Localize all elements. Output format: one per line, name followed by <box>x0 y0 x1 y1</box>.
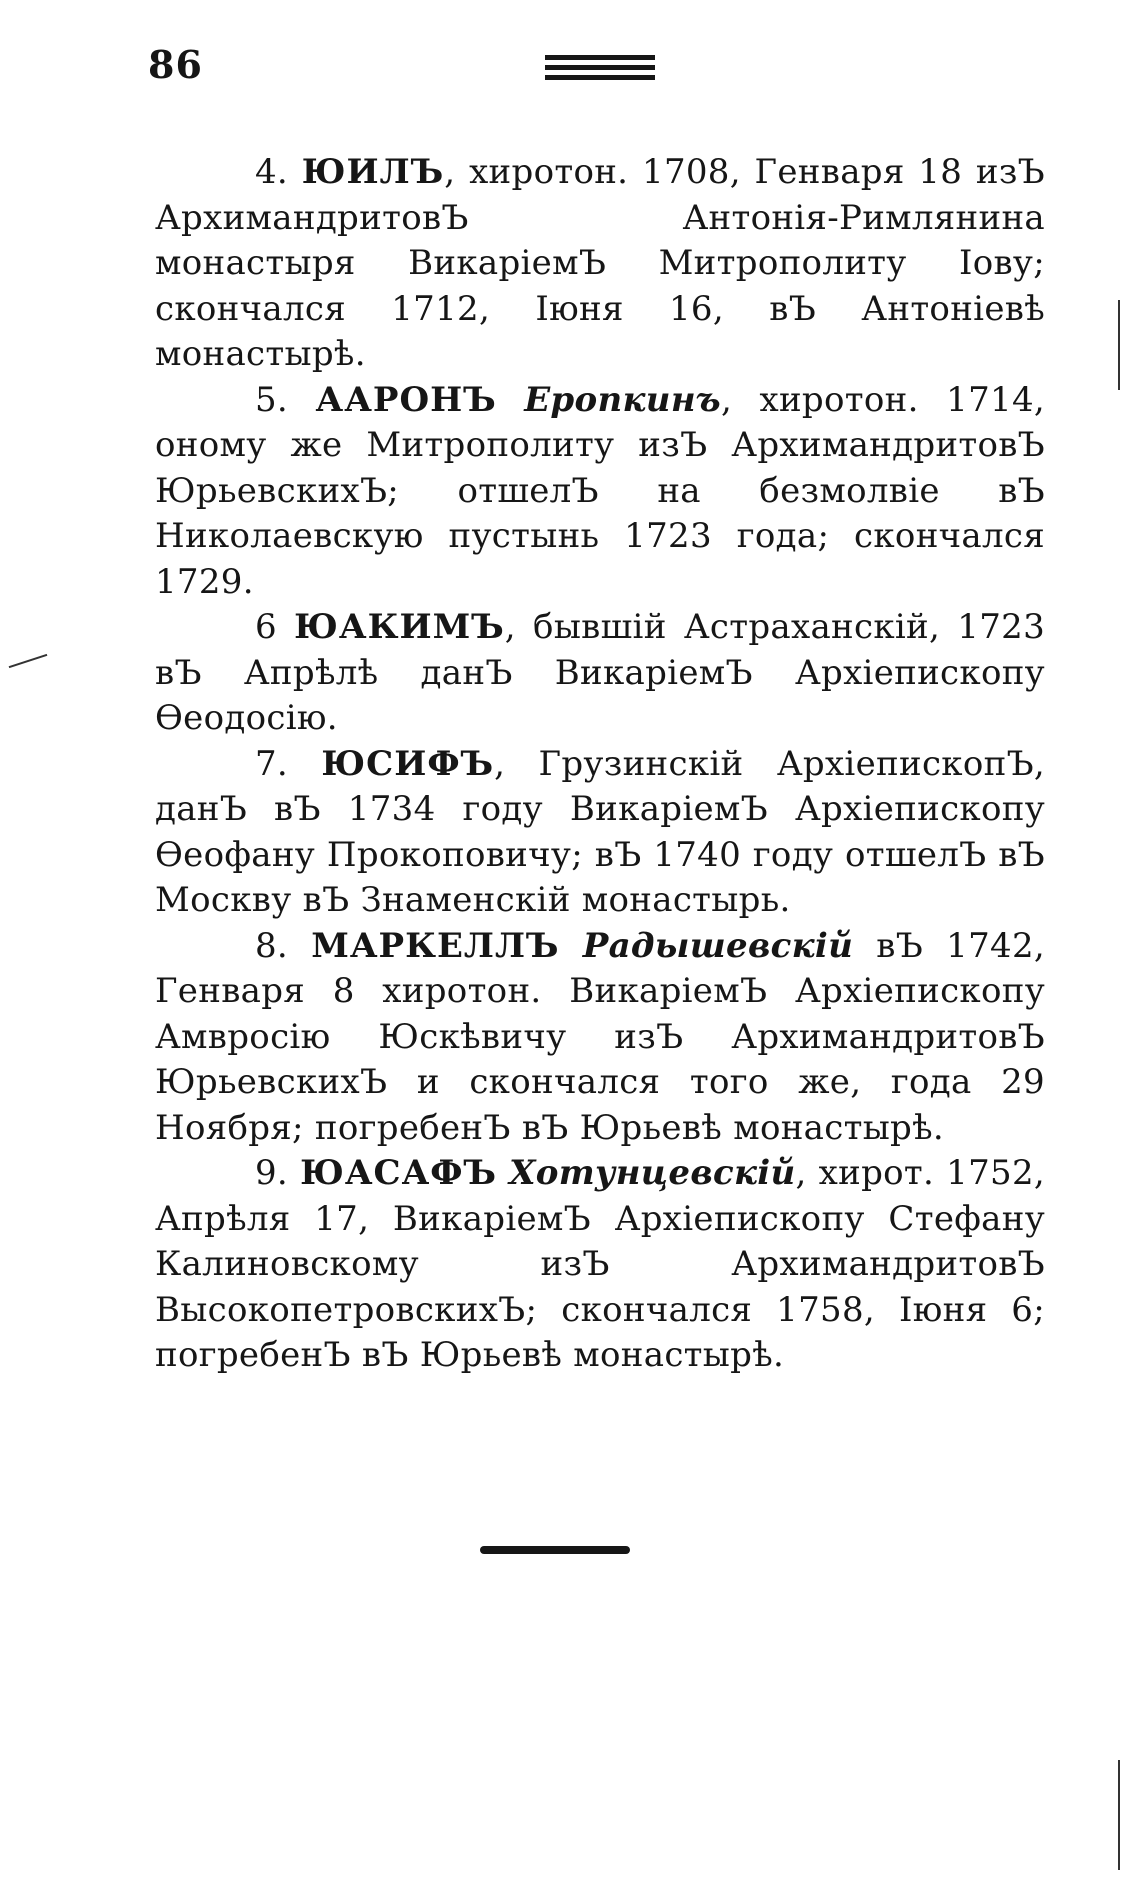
entry-surname: Хотунцевскій <box>509 1153 796 1193</box>
entry-4: 4. ЮИЛЪ, хиротон. 1708, Генваря 18 изЪ АрхимандритовЪ Антонія-Римлянина монастыря ВикаріемЪ Митрополиту Іову; скончался 1712, Іюня 16, вЪ Антоніевѣ монастырѣ. <box>155 152 1045 374</box>
entry-name: ЮИЛЪ <box>301 152 445 192</box>
page-number: 86 <box>148 42 203 87</box>
entry-text: , хиротон. 1708, Генваря 18 изЪ АрхимандритовЪ Антонія-Римлянина монастыря ВикаріемЪ Митрополиту Іову; скончался 1712, Іюня 16, вЪ Антоніевѣ монастырѣ. <box>155 152 1045 374</box>
entry-7: 7. ЮСИФЪ, Грузинскій АрхіепископЪ, данЪ вЪ 1734 году ВикаріемЪ Архіепископу Ѳеофану Прокоповичу; вЪ 1740 году отшелЪ вЪ Москву вЪ Знаменскій монастырь. <box>155 743 1045 920</box>
entry-text: вЪ 1742, Генваря 8 хиротон. ВикаріемЪ Архіепископу Амвросію Юскѣвичу изЪ АрхимандритовЪ ЮрьевскихЪ и скончался того же, года 29 Ноября; погребенЪ вЪ Юрьевѣ монастырѣ. <box>155 925 1045 1148</box>
page-edge-mark <box>9 654 48 668</box>
entry-name: ЮСИФЪ <box>321 743 495 784</box>
entry-surname: Еропкинъ <box>524 379 721 420</box>
entry-text: , хиротон. 1714, оному же Митрополиту изЪ АрхимандритовЪ ЮрьевскихЪ; отшелЪ на безмолвіе вЪ Николаевскую пустынь 1723 года; скончался 1729. <box>155 379 1046 602</box>
page-edge-mark <box>1118 300 1120 390</box>
entry-8: 8. МАРКЕЛЛЪ Радышевскій вЪ 1742, Генваря 8 хиротон. ВикаріемЪ Архіепископу Амвросію Юскѣвичу изЪ АрхимандритовЪ ЮрьевскихЪ и скончался того же, года 29 Ноября; погребенЪ вЪ Юрьевѣ монастырѣ. <box>155 925 1045 1148</box>
entry-6: 6 ЮАКИМЪ, бывшій Астраханскій, 1723 вЪ Апрѣлѣ данЪ ВикаріемЪ Архіепископу Ѳеодосію. <box>155 607 1045 738</box>
entry-name: ЮАКИМЪ <box>294 607 505 647</box>
entry-9: 9. ЮАСАФЪ Хотунцевскій, хирот. 1752, Апрѣля 17, ВикаріемЪ Архіепископу Стефану Калиновскому изЪ АрхимандритовЪ ВысокопетровскихЪ; скончался 1758, Іюня 6; погребенЪ вЪ Юрьевѣ монастырѣ. <box>155 1153 1046 1375</box>
entry-name: ААРОНЪ <box>315 379 497 420</box>
entry-name: МАРКЕЛЛЪ <box>311 925 560 966</box>
entry-text: , Грузинскій АрхіепископЪ, данЪ вЪ 1734 году ВикаріемЪ Архіепископу Ѳеофану Прокоповичу; вЪ 1740 году отшелЪ вЪ Москву вЪ Знаменскій монастырь. <box>155 743 1045 920</box>
page-edge-mark <box>1118 1760 1120 1870</box>
entry-name: ЮАСАФЪ <box>300 1153 498 1193</box>
footer-rule-ornament <box>480 1546 630 1554</box>
entry-surname: Радышевскій <box>582 925 854 966</box>
entry-5: 5. ААРОНЪ Еропкинъ, хиротон. 1714, оному же Митрополиту изЪ АрхимандритовЪ ЮрьевскихЪ; отшелЪ на безмолвіе вЪ Николаевскую пустынь 1723 года; скончался 1729. <box>155 379 1046 602</box>
main-text <box>155 150 1045 1379</box>
header-rule-ornament <box>545 55 655 85</box>
entry-text: , хирот. 1752, Апрѣля 17, ВикаріемЪ Архіепископу Стефану Калиновскому изЪ АрхимандритовЪ ВысокопетровскихЪ; скончался 1758, Іюня 6; погребенЪ вЪ Юрьевѣ монастырѣ. <box>155 1153 1046 1375</box>
entry-text: , бывшій Астраханскій, 1723 вЪ Апрѣлѣ данЪ ВикаріемЪ Архіепископу Ѳеодосію. <box>155 607 1045 738</box>
